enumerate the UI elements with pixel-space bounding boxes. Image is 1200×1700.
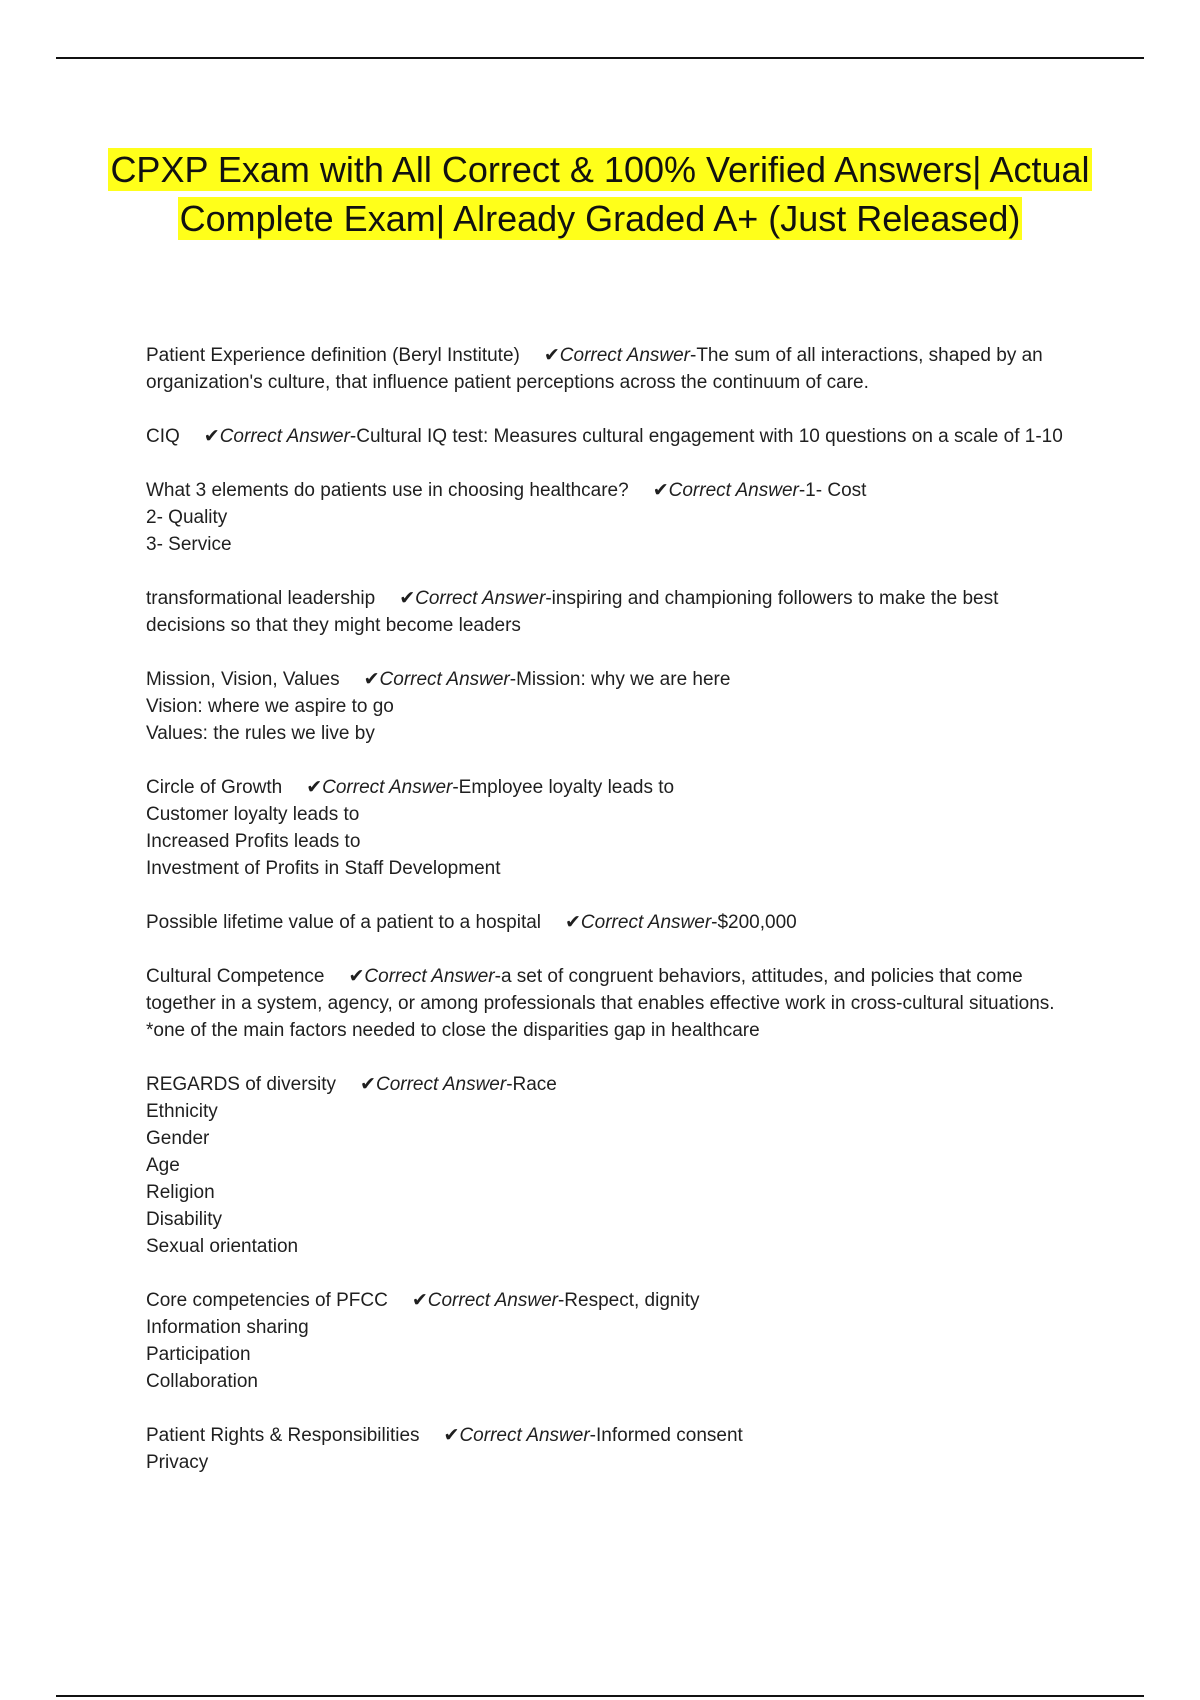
- qa-item: [146, 1422, 1066, 1476]
- qa-first-line: [146, 477, 1066, 504]
- question-text: transformational leadership: [146, 588, 376, 609]
- correct-answer-label: ✔Correct Answer: [399, 588, 546, 609]
- qa-first-line: [146, 774, 1066, 801]
- answer-line: Investment of Profits in Staff Development: [146, 858, 501, 879]
- qa-first-line: [146, 585, 1066, 639]
- bottom-divider: [56, 1695, 1144, 1697]
- answer-line: Customer loyalty leads to: [146, 804, 360, 825]
- answer-line: *one of the main factors needed to close the disparities gap in healthcare: [146, 1020, 760, 1041]
- answer-line: Gender: [146, 1128, 210, 1149]
- qa-first-line: [146, 423, 1066, 450]
- answer-text: -Mission: why we are here: [509, 669, 731, 690]
- correct-answer-label: ✔Correct Answer: [543, 345, 690, 366]
- qa-item: [146, 909, 1066, 936]
- correct-answer-label: ✔Correct Answer: [443, 1425, 590, 1446]
- answer-line: Collaboration: [146, 1371, 258, 1392]
- answer-line: Religion: [146, 1182, 215, 1203]
- qa-first-line: [146, 963, 1066, 1017]
- answer-line: Age: [146, 1155, 180, 1176]
- question-text: Circle of Growth: [146, 777, 283, 798]
- answer-text: -Cultural IQ test: Measures cultural engagement with 10 questions on a scale of 1-10: [349, 426, 1063, 447]
- title-highlight: CPXP Exam with All Correct & 100% Verified Answers| Actual Complete Exam| Already Graded A+ (Just Released): [110, 149, 1090, 239]
- answer-text: -Informed consent: [589, 1425, 743, 1446]
- answer-text: -a set of congruent behaviors, attitudes, and policies that come together in a system, agency, or among professionals that enables effective work in cross-cultural situations.: [146, 966, 1055, 1014]
- answer-text: -The sum of all interactions, shaped by an organization's culture, that influence patient perceptions across the continuum of care.: [146, 345, 1043, 393]
- qa-first-line: [146, 1071, 1066, 1098]
- answer-text: -Employee loyalty leads to: [452, 777, 675, 798]
- question-text: Possible lifetime value of a patient to a hospital: [146, 912, 542, 933]
- page-title: [100, 145, 1100, 243]
- qa-first-line: [146, 1422, 1066, 1449]
- question-text: Patient Rights & Responsibilities: [146, 1425, 420, 1446]
- qa-first-line: [146, 342, 1066, 396]
- question-text: REGARDS of diversity: [146, 1074, 337, 1095]
- qa-first-line: [146, 666, 1066, 693]
- answer-line: Information sharing: [146, 1317, 309, 1338]
- question-text: Mission, Vision, Values: [146, 669, 340, 690]
- answer-line: Vision: where we aspire to go: [146, 696, 394, 717]
- qa-list: [146, 342, 1066, 1503]
- question-text: What 3 elements do patients use in choosing healthcare?: [146, 480, 629, 501]
- answer-text: -1- Cost: [798, 480, 867, 501]
- answer-line: Values: the rules we live by: [146, 723, 375, 744]
- answer-line: 2- Quality: [146, 507, 228, 528]
- qa-item: [146, 1287, 1066, 1395]
- question-text: Cultural Competence: [146, 966, 325, 987]
- answer-line: Privacy: [146, 1452, 209, 1473]
- top-divider: [56, 57, 1144, 59]
- answer-text: -$200,000: [711, 912, 797, 933]
- answer-text: -Respect, dignity: [557, 1290, 700, 1311]
- answer-line: Ethnicity: [146, 1101, 218, 1122]
- correct-answer-label: ✔Correct Answer: [203, 426, 350, 447]
- question-text: Core competencies of PFCC: [146, 1290, 388, 1311]
- qa-item: [146, 423, 1066, 450]
- correct-answer-label: ✔Correct Answer: [363, 669, 510, 690]
- qa-item: [146, 477, 1066, 558]
- answer-line: Disability: [146, 1209, 223, 1230]
- answer-text: -inspiring and championing followers to make the best decisions so that they might become leaders: [146, 588, 999, 636]
- answer-line: 3- Service: [146, 534, 232, 555]
- qa-item: [146, 585, 1066, 639]
- qa-item: [146, 963, 1066, 1044]
- correct-answer-label: ✔Correct Answer: [348, 966, 495, 987]
- qa-first-line: [146, 1287, 1066, 1314]
- qa-item: [146, 342, 1066, 396]
- qa-item: [146, 774, 1066, 882]
- answer-line: Increased Profits leads to: [146, 831, 361, 852]
- qa-item: [146, 666, 1066, 747]
- correct-answer-label: ✔Correct Answer: [565, 912, 712, 933]
- correct-answer-label: ✔Correct Answer: [652, 480, 799, 501]
- answer-line: Sexual orientation: [146, 1236, 299, 1257]
- qa-item: [146, 1071, 1066, 1260]
- correct-answer-label: ✔Correct Answer: [360, 1074, 507, 1095]
- answer-text: -Race: [506, 1074, 557, 1095]
- correct-answer-label: ✔Correct Answer: [411, 1290, 558, 1311]
- question-text: Patient Experience definition (Beryl Institute): [146, 345, 520, 366]
- correct-answer-label: ✔Correct Answer: [306, 777, 453, 798]
- answer-line: Participation: [146, 1344, 251, 1365]
- question-text: CIQ: [146, 426, 180, 447]
- qa-first-line: [146, 909, 1066, 936]
